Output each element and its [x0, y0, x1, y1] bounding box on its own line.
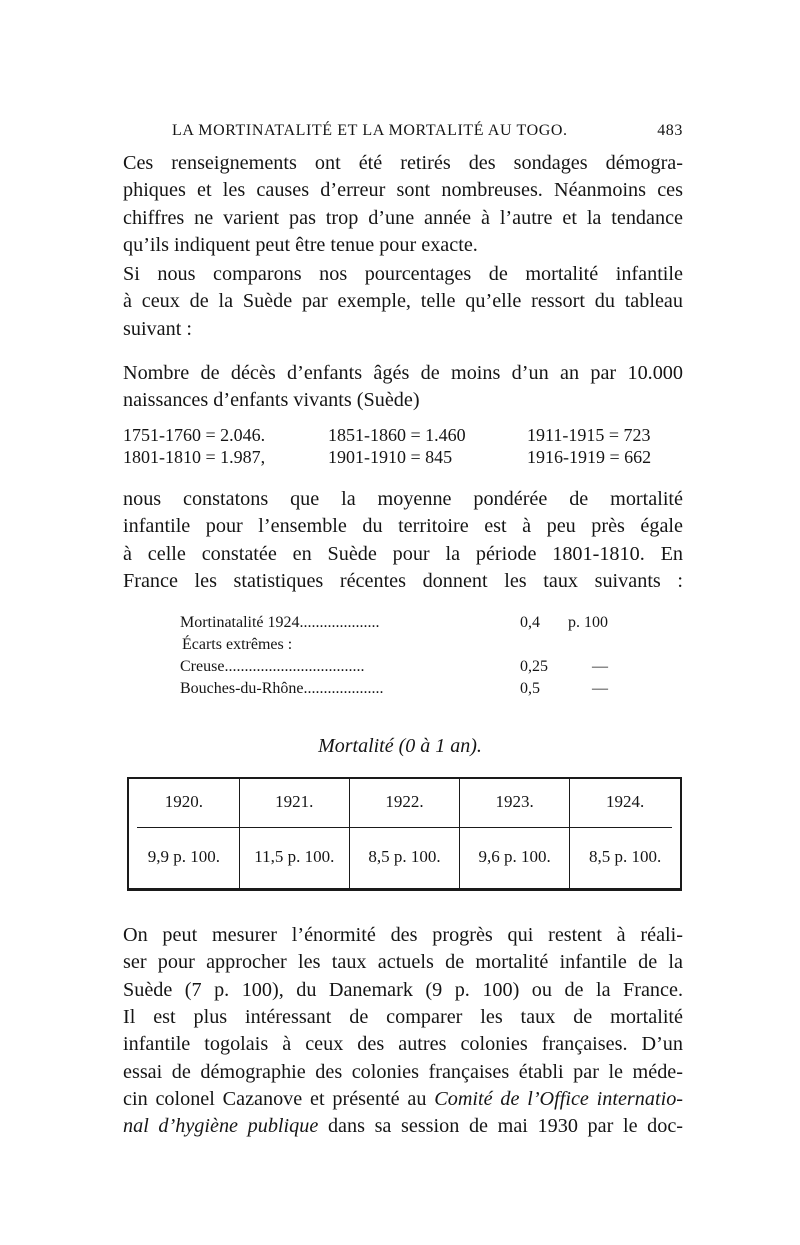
- text-line: naissances d’enfants vivants (Suède): [123, 389, 420, 412]
- text-line: Nombre de décès d’enfants âgés de moins d’un an par 10.000: [123, 362, 683, 384]
- stats-subheading-row: [180, 634, 630, 656]
- page-number: 483: [657, 122, 683, 139]
- running-head: [172, 122, 683, 144]
- sweden-entry: 1851-1860 = 1.460: [328, 425, 466, 445]
- stats-label: [180, 678, 505, 700]
- leader-dots: ....................: [299, 614, 380, 631]
- sweden-row: [123, 424, 685, 446]
- text-line: phiques et les causes d’erreur sont nombreuses. Néanmoins ces: [123, 179, 683, 202]
- text-line: Suède (7 p. 100), du Danemark (9 p. 100) ou de la France.: [123, 978, 683, 1001]
- sweden-entry: 1751-1760 = 2.046.: [123, 425, 266, 445]
- stats-value: 0,4: [520, 614, 540, 631]
- running-title: LA MORTINATALITÉ ET LA MORTALITÉ AU TOGO.: [172, 122, 568, 139]
- paragraph-progress: [123, 922, 683, 1004]
- rate-cell: 11,5 p. 100.: [239, 825, 349, 888]
- stats-subheading: Écarts extrêmes :: [182, 636, 293, 653]
- year-cell: 1920.: [164, 792, 203, 812]
- sweden-entry: 1911-1915 = 723: [527, 425, 651, 445]
- rate-cell: 8,5 p. 100.: [349, 825, 459, 888]
- stats-value: 0,25: [520, 658, 548, 675]
- text-line: [123, 1113, 683, 1140]
- sweden-entry: 1916-1919 = 662: [527, 447, 652, 467]
- rate-cell: 8,5 p. 100.: [570, 825, 680, 888]
- leader-dots: ....................: [303, 680, 384, 697]
- text-line: Il est plus intéressant de comparer les taux de mortalité: [123, 1006, 683, 1028]
- text-line: [123, 1086, 683, 1113]
- year-cell: 1922.: [349, 779, 459, 825]
- stats-label: [180, 612, 505, 634]
- paragraph-colonies: [123, 1004, 683, 1140]
- table-divider: [137, 827, 672, 828]
- paragraph-sources: [123, 150, 683, 259]
- stats-row-bouches: [180, 678, 630, 700]
- text-line: Ces renseignements ont été retirés des sondages démogra-: [123, 152, 683, 174]
- france-stats: [180, 612, 630, 700]
- stats-label-text: Creuse: [180, 658, 225, 675]
- italic-title: Comité de l’Office internatio-: [434, 1087, 684, 1110]
- text-line: Si nous comparons nos pourcentages de mortalité infantile: [123, 263, 683, 285]
- year-cell: 1924.: [570, 779, 680, 825]
- rate-cell: 9,6 p. 100.: [460, 825, 570, 888]
- stats-row-mortinatalite: [180, 612, 630, 634]
- text-line: à celle constatée en Suède pour la période 1801-1810. En: [123, 542, 683, 565]
- text-line: infantile togolais à ceux des autres colonies françaises. D’un: [123, 1033, 683, 1056]
- stats-unit: —: [592, 680, 608, 697]
- text-line: qu’ils indiquent peut être tenue pour exacte.: [123, 233, 478, 256]
- stats-value: 0,5: [520, 680, 540, 697]
- text-line: infantile pour l’ensemble du territoire est à peu près égale: [123, 515, 683, 538]
- paragraph-average: [123, 486, 683, 595]
- stats-label-text: Mortinatalité 1924: [180, 614, 300, 631]
- table-row: [129, 825, 680, 888]
- paragraph-comparison: [123, 261, 683, 343]
- text-line: nous constatons que la moyenne pondérée de mortalité: [123, 488, 683, 510]
- leader-dots: ...................................: [224, 658, 365, 675]
- text-line: ser pour approcher les taux actuels de mortalité infantile de la: [123, 951, 683, 974]
- text-line: suivant :: [123, 317, 192, 340]
- year-cell: 1921.: [239, 779, 349, 825]
- text-line: France les statistiques récentes donnent les taux suivants :: [123, 569, 683, 592]
- text-line: chiffres ne varient pas trop d’une année à l’autre et la tendance: [123, 206, 683, 229]
- text-run: dans sa session de mai 1930 par le doc-: [327, 1115, 684, 1138]
- stats-row-creuse: [180, 656, 630, 678]
- paragraph-sweden-intro: [123, 360, 683, 415]
- mortality-table: [127, 777, 682, 891]
- year-cell: 1923.: [460, 779, 570, 825]
- rate-cell: 9,9 p. 100.: [147, 846, 220, 866]
- sweden-entry: 1901-1910 = 845: [328, 447, 453, 467]
- sweden-row: [123, 446, 685, 468]
- table-caption: Mortalité (0 à 1 an).: [318, 735, 482, 757]
- stats-label: [180, 656, 505, 678]
- stats-unit: p. 100: [568, 614, 608, 631]
- text-line: On peut mesurer l’énormité des progrès qui restent à réali-: [123, 924, 683, 946]
- text-line: essai de démographie des colonies françaises établi par le méde-: [123, 1060, 683, 1083]
- text-line: à ceux de la Suède par exemple, telle qu’elle ressort du tableau: [123, 290, 683, 313]
- stats-unit: —: [592, 658, 608, 675]
- stats-label-text: Bouches-du-Rhône: [180, 680, 304, 697]
- sweden-mortality-list: [123, 424, 685, 468]
- italic-title: nal d’hygiène publique: [123, 1115, 319, 1138]
- table-header-row: [129, 779, 680, 825]
- sweden-entry: 1801-1810 = 1.987,: [123, 447, 266, 467]
- text-run: cin colonel Cazanove et présenté au: [123, 1087, 427, 1110]
